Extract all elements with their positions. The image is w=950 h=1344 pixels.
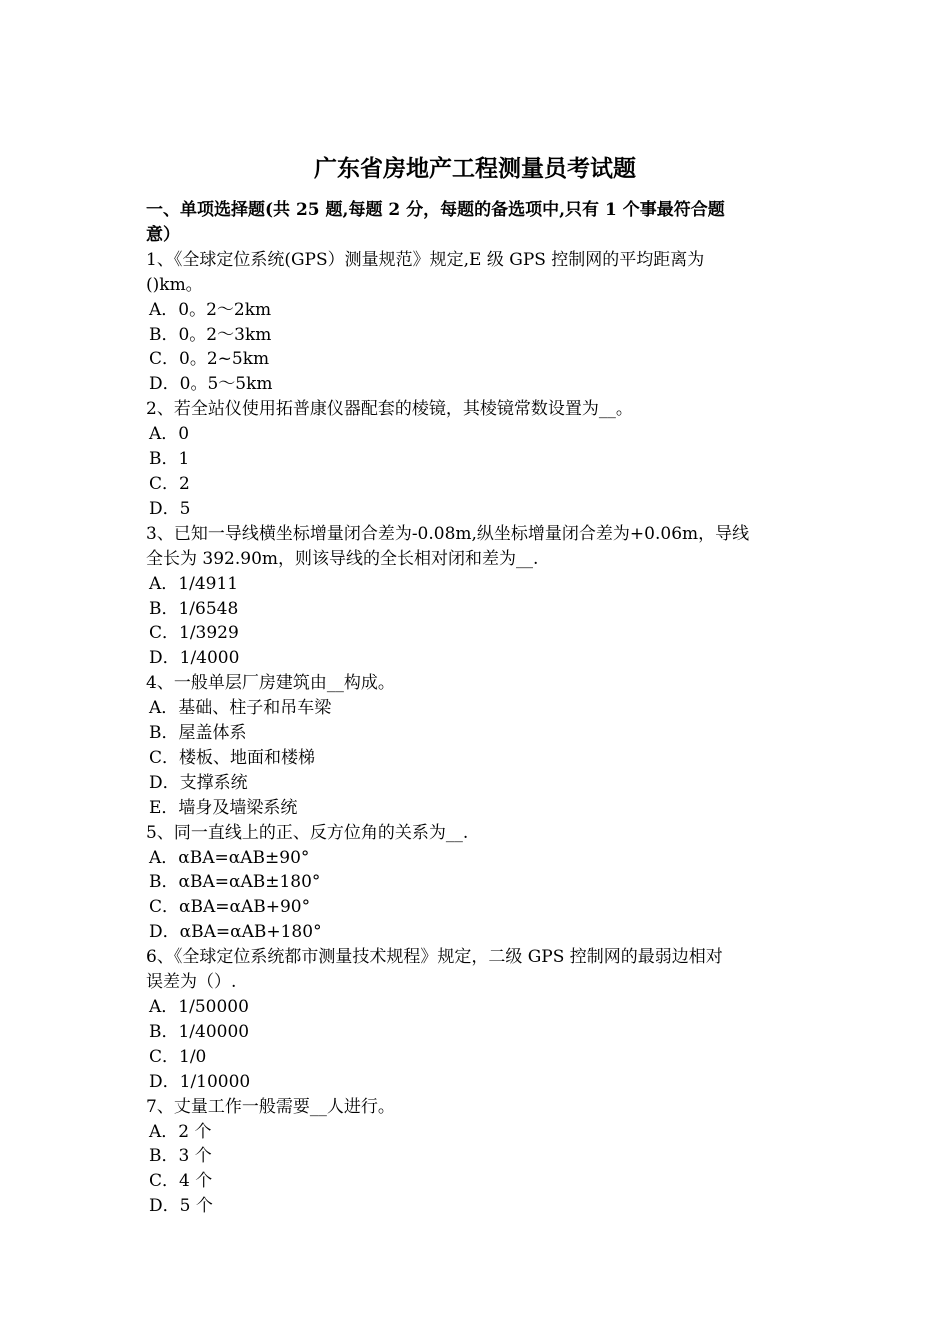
option-a: A．0 — [149, 424, 190, 445]
option-c: C．2 — [149, 473, 190, 494]
option-c: C．4 个 — [149, 1171, 213, 1192]
question-7 — [146, 1095, 806, 1220]
option-b: B．1/6548 — [149, 598, 239, 619]
option-b: B．1 — [149, 449, 190, 470]
option-c: C．1/3929 — [149, 623, 239, 644]
question-stem: 全长为 392.90m，则该导线的全长相对闭和差为__. — [146, 548, 539, 569]
option-a: A．0。2～2km — [149, 299, 272, 320]
question-3 — [146, 522, 806, 671]
exam-content — [146, 198, 806, 1219]
question-1 — [146, 248, 806, 397]
section-heading — [146, 198, 806, 248]
option-b: B．0。2～3km — [149, 324, 272, 345]
option-a: A．αBA=αAB±90° — [149, 847, 310, 868]
question-stem: 3、已知一导线横坐标增量闭合差为-0.08m,纵坐标增量闭合差为+0.06m，导线 — [146, 523, 750, 544]
option-b: B．3 个 — [149, 1146, 212, 1167]
option-a: A．1/50000 — [149, 997, 249, 1017]
section-heading-line: 一、单项选择题(共 25 题,每题 2 分，每题的备选项中,只有 1 个事最符合题 — [146, 200, 725, 220]
option-c: C．楼板、地面和楼梯 — [149, 747, 316, 768]
option-d: D．1/4000 — [149, 648, 240, 669]
section-heading-line: 意） — [146, 224, 180, 245]
option-b: B．αBA=αAB±180° — [149, 872, 321, 893]
question-6 — [146, 945, 806, 1094]
question-stem: 误差为（）. — [146, 972, 237, 993]
option-d: D．αBA=αAB+180° — [149, 922, 322, 943]
option-c: C．1/0 — [149, 1046, 207, 1067]
option-d: D．5 个 — [149, 1196, 213, 1217]
question-stem: 6、《全球定位系统都市测量技术规程》规定，二级 GPS 控制网的最弱边相对 — [146, 947, 723, 968]
option-d: D．1/10000 — [149, 1071, 251, 1092]
option-d: D．0。5～5km — [149, 374, 273, 395]
question-stem: 5、同一直线上的正、反方位角的关系为__. — [146, 822, 469, 843]
option-b: B．1/40000 — [149, 1021, 250, 1042]
option-a: A．2 个 — [149, 1121, 212, 1142]
question-4 — [146, 671, 806, 820]
option-c: C．0。2~5km — [149, 349, 270, 370]
question-2 — [146, 397, 806, 522]
question-5 — [146, 821, 806, 946]
option-d: D．5 — [149, 498, 191, 519]
document-title: 广东省房地产工程测量员考试题 — [314, 155, 636, 182]
question-stem: ()km。 — [146, 274, 203, 295]
question-stem: 1、《全球定位系统(GPS）测量规范》规定,E 级 GPS 控制网的平均距离为 — [146, 249, 705, 270]
option-a: A．基础、柱子和吊车梁 — [149, 698, 332, 719]
question-stem: 2、若全站仪使用拓普康仪器配套的棱镜，其棱镜常数设置为__。 — [146, 399, 633, 420]
option-a: A．1/4911 — [149, 573, 239, 594]
option-d: D．支撑系统 — [149, 772, 248, 793]
question-stem: 7、丈量工作一般需要__人进行。 — [146, 1096, 395, 1117]
option-c: C．αBA=αAB+90° — [149, 897, 311, 918]
option-e: E．墙身及墙梁系统 — [149, 797, 298, 818]
option-b: B．屋盖体系 — [149, 723, 247, 744]
question-stem: 4、一般单层厂房建筑由__构成。 — [146, 673, 395, 694]
